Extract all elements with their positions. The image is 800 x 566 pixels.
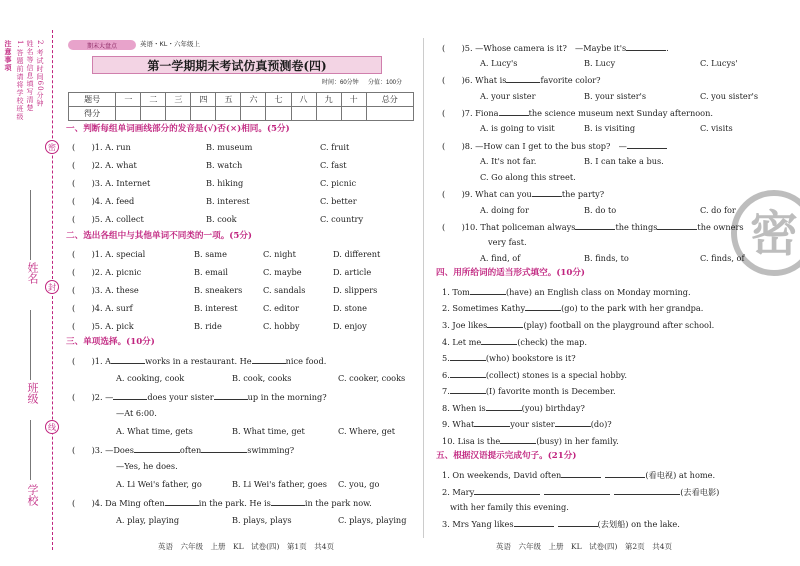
option: B. is visiting [584,123,636,133]
answer-blank[interactable] [627,141,667,149]
option: C. do for [700,205,736,215]
seal-stamp-icon [716,188,800,278]
fill-item: 1. Tom (have) an English class on Monday morning. [442,287,691,297]
answer-blank[interactable] [450,370,486,378]
seal-char: 密 [45,140,59,154]
option: A. find, of [480,253,521,263]
class-line [30,310,31,380]
table-cell: 得分 [69,107,116,121]
option: C. editor [263,303,300,313]
section-title: 四、用所给词的适当形式填空。(10分) [436,268,585,278]
notice-title: 注意事项 [4,40,13,72]
answer-blank[interactable] [561,470,601,478]
option: C. maybe [263,267,302,277]
option: C. country [320,214,364,224]
option: C. Go along this street. [480,172,576,182]
answer-blank[interactable] [605,470,645,478]
page-footer: 英语 六年级 上册 KL 试卷(四) 第1页 共4页 [158,542,334,551]
fill-item: 7. (I) favorite month is December. [442,386,616,396]
question-stem: ( )5. —Whose camera is it? —Maybe it's . [442,43,669,53]
question-stem: ( )4. Da Ming often in the park. He is in the park now. [72,498,372,508]
section-title: 二、选出各组中与其他单词不同类的一项。(5分) [66,231,252,241]
option: C. you, go [338,479,380,489]
question-stem: ( )3. —Does often swimming? [72,445,295,455]
answer-blank[interactable] [532,189,562,197]
table-cell: 十 [341,93,366,107]
option: C. better [320,196,357,206]
section-title: 三、单项选择。(10分) [66,337,155,347]
answer-blank[interactable] [271,498,305,506]
option: B. I can take a bus. [584,156,664,166]
option: B. Lucy [584,58,616,68]
name-line [30,190,31,260]
dialog-reply: —At 6:00. [116,408,157,418]
option: D. slippers [333,285,378,295]
score-cell[interactable] [341,107,366,121]
option: D. article [333,267,372,277]
score-table [68,92,414,121]
answer-blank[interactable] [470,287,506,295]
seal-char: 封 [45,280,59,294]
page-footer: 英语 六年级 上册 KL 试卷(四) 第2页 共4页 [496,542,672,551]
option: C. picnic [320,178,357,188]
option: A. play, playing [116,515,180,525]
question-number: ( )2. A. what [72,160,137,170]
score-cell[interactable] [366,107,413,121]
score-cell[interactable] [316,107,341,121]
question-stem: ( )7. Fiona the science museum next Sunday afternoon. [442,108,713,118]
notice-line: 2.考试时间60分钟 [36,40,44,108]
score-cell[interactable] [191,107,216,121]
score-table-score-row [69,107,414,121]
question-number: ( )5. A. collect [72,214,144,224]
fill-item: 6. (collect) stones is a special hobby. [442,370,627,380]
option: A. Li Wei's father, go [116,479,202,489]
question-number: ( )5. A. pick [72,321,134,331]
table-cell: 题号 [69,93,116,107]
option: C. sandals [263,285,306,295]
option: D. enjoy [333,321,367,331]
answer-blank[interactable] [201,445,247,453]
option: B. museum [206,142,253,152]
option: B. What time, get [232,426,305,436]
school-line [30,420,31,480]
option: A. It's not far. [480,156,537,166]
question-number: ( )3. A. these [72,285,139,295]
table-cell: 六 [241,93,266,107]
option: B. do to [584,205,617,215]
option: B. interest [206,196,250,206]
answer-blank[interactable] [555,419,591,427]
option: C. visits [700,123,733,133]
answer-blank[interactable] [450,386,486,394]
seal-char: 线 [45,420,59,434]
option: B. finds, to [584,253,629,263]
score-cell[interactable] [266,107,291,121]
score-info: 分值：100分 [368,80,403,86]
question-stem: ( )8. —How can I get to the bus stop? — [442,141,667,150]
translate-continuation: with her family this evening. [450,502,569,512]
answer-blank[interactable] [575,222,615,230]
question-number: ( )4. A. feed [72,196,135,206]
option: D. different [333,249,381,259]
answer-blank[interactable] [486,403,522,411]
translate-item: 3. Mrs Yang likes (去划船) on the lake. [442,519,680,529]
question-stem: ( )9. What can you the party? [442,189,605,199]
score-table-header-row [69,93,414,107]
option: C. finds, of [700,253,745,263]
section-title: 五、根据汉语提示完成句子。(21分) [436,451,577,461]
table-cell: 七 [266,93,291,107]
answer-blank[interactable] [544,487,610,495]
option: C. you sister's [700,91,759,101]
time-info: 时间：60分钟 [322,80,359,86]
score-cell[interactable] [216,107,241,121]
name-label: 姓名 [26,262,39,284]
answer-blank[interactable] [474,419,510,427]
option: D. stone [333,303,368,313]
question-number: ( )1. A. special [72,249,146,259]
page-title: 第一学期期末考试仿真预测卷(四) [92,56,382,74]
table-cell: 九 [316,93,341,107]
option: A. is going to visit [480,123,555,133]
section-title: 一、判断每组单词画线部分的发音是(√)否(×)相同。(5分) [66,124,290,134]
notice-line: 姓名等信息填写清楚 [26,40,34,112]
table-cell: 一 [116,93,141,107]
option: C. hobby [263,321,300,331]
fill-item: 2. Sometimes Kathy (go) to the park with her grandpa. [442,303,704,313]
answer-blank[interactable] [111,356,145,364]
answer-blank[interactable] [252,356,286,364]
table-cell: 总分 [366,93,413,107]
option: B. email [194,267,228,277]
answer-blank[interactable] [500,436,536,444]
option: C. fast [320,160,347,170]
question-number: ( )3. A. Internet [72,178,151,188]
option: A. cooking, cook [116,373,185,383]
column-divider [423,38,424,538]
option: B. same [194,249,227,259]
dialog-reply: —Yes, he does. [116,461,178,471]
table-cell: 三 [166,93,191,107]
question-number: ( )1. A. run [72,142,131,152]
translate-item: 1. On weekends, David often (看电视) at home. [442,470,716,480]
question-stem: ( )2. — does your sister up in the morning? [72,392,327,402]
table-cell: 八 [291,93,316,107]
fill-item: 10. Lisa is the (busy) in her family. [442,436,619,446]
fill-item: 3. Joe likes (play) football on the playground after school. [442,320,715,330]
fill-item: 5. (who) bookstore is it? [442,353,576,363]
question-number: ( )4. A. surf [72,303,133,313]
answer-blank[interactable] [558,519,598,527]
question-continuation: very fast. [488,237,527,247]
option: B. watch [206,160,243,170]
option: B. plays, plays [232,515,292,525]
answer-blank[interactable] [506,75,540,83]
option: B. sneakers [194,285,243,295]
option: B. Li Wei's father, goes [232,479,327,489]
answer-blank[interactable] [165,498,199,506]
score-cell[interactable] [291,107,316,121]
option: B. ride [194,321,222,331]
option: C. night [263,249,296,259]
answer-blank[interactable] [481,337,517,345]
answer-blank[interactable] [657,222,697,230]
option: B. cook, cooks [232,373,292,383]
table-cell: 五 [216,93,241,107]
answer-blank[interactable] [614,487,680,495]
answer-blank[interactable] [113,392,147,400]
subject-info: 英语・KL・六年级上 [140,41,200,48]
class-label: 班级 [26,382,39,404]
score-cell[interactable] [141,107,166,121]
fill-item: 8. When is (you) birthday? [442,403,585,413]
answer-blank[interactable] [525,303,561,311]
score-cell[interactable] [241,107,266,121]
question-number: ( )2. A. picnic [72,267,142,277]
option: B. cook [206,214,237,224]
option: C. Lucys' [700,58,738,68]
fill-item: 9. What your sister (do)? [442,419,612,429]
score-cell[interactable] [166,107,191,121]
answer-blank[interactable] [514,519,554,527]
answer-blank[interactable] [474,487,540,495]
fill-item: 4. Let me (check) the map. [442,337,587,347]
question-stem: ( )10. That policeman always the things the owners [442,222,744,232]
header-tag: 期末大盘点 [68,40,136,50]
option: A. Lucy's [480,58,518,68]
answer-blank[interactable] [626,43,666,51]
answer-blank[interactable] [450,353,486,361]
answer-blank[interactable] [487,320,523,328]
score-cell[interactable] [116,107,141,121]
option: A. What time, gets [116,426,193,436]
svg-text:密: 密 [749,206,799,262]
option: A. doing for [480,205,529,215]
answer-blank[interactable] [214,392,248,400]
table-cell: 二 [141,93,166,107]
option: B. interest [194,303,238,313]
notice-line: 1.答题前请将学校班级 [16,40,24,121]
answer-blank[interactable] [499,108,529,116]
option: C. fruit [320,142,350,152]
school-label: 学校 [26,484,39,506]
option: C. plays, playing [338,515,407,525]
option: B. hiking [206,178,244,188]
answer-blank[interactable] [134,445,180,453]
question-stem: ( )6. What is favorite color? [442,75,601,85]
option: C. cooker, cooks [338,373,406,383]
option: C. Where, get [338,426,396,436]
option: A. your sister [480,91,536,101]
translate-item: 2. Mary (去看电影) [442,487,720,497]
binding-strip [0,0,62,566]
table-cell: 四 [191,93,216,107]
question-stem: ( )1. A works in a restaurant. He nice food. [72,356,327,366]
option: B. your sister's [584,91,647,101]
